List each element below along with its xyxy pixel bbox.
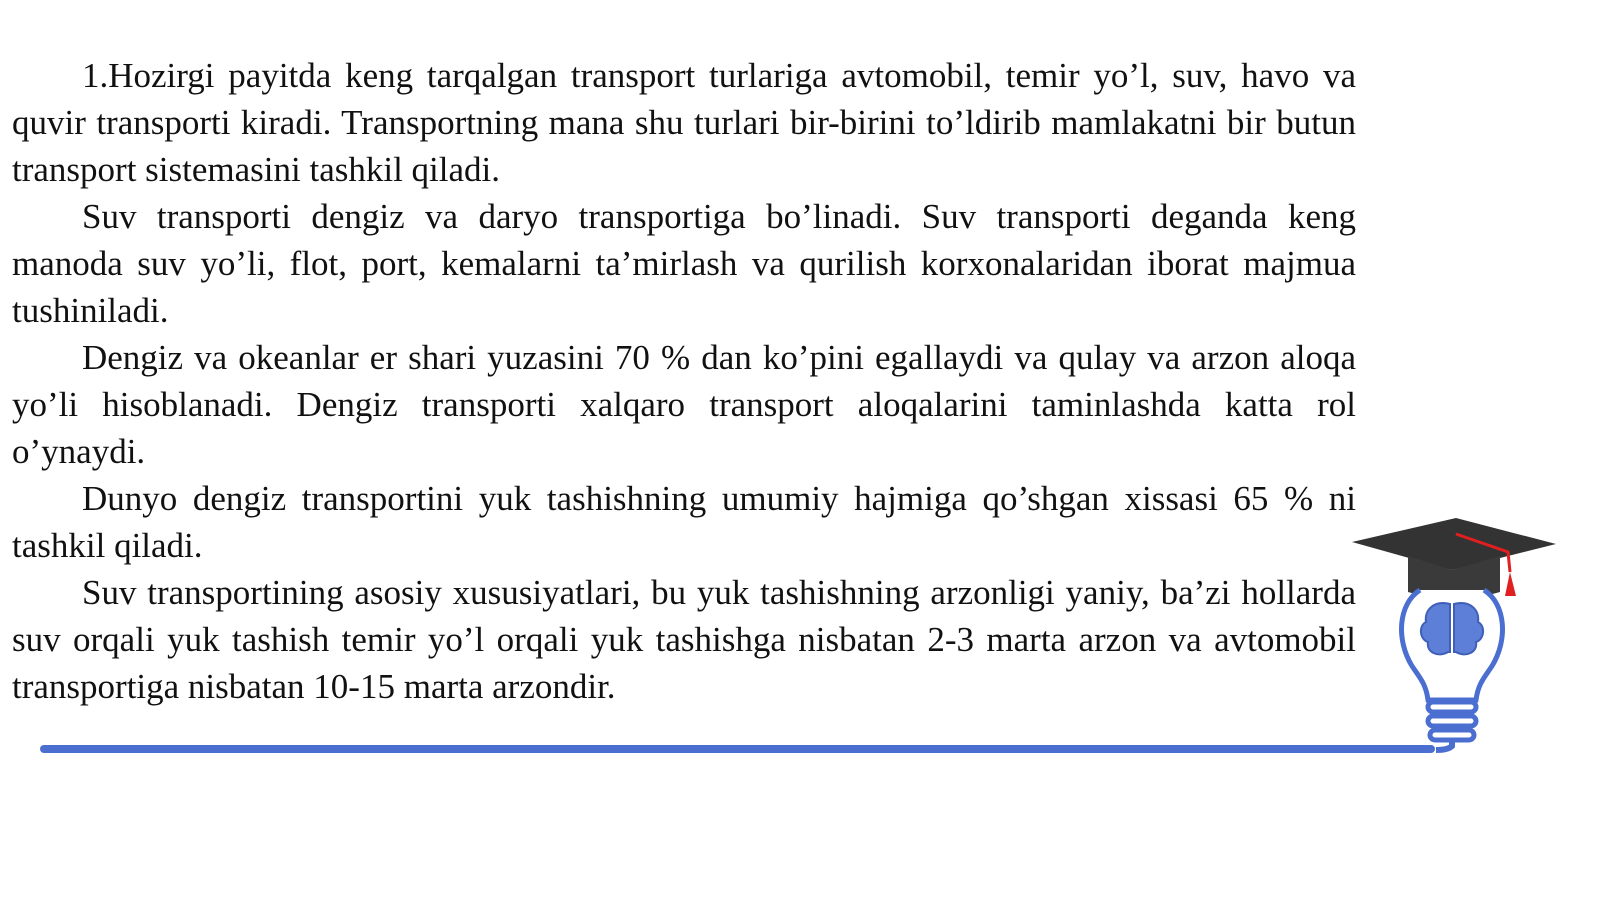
bulb-outline: [1402, 590, 1503, 700]
paragraph-2: Suv transporti dengiz va daryo transportiga bo’linadi. Suv transporti deganda keng manoda suv yo’li, flot, port, kemalarni ta’mirlash va qurilish korxonalaridan iborat majmua tushiniladi.: [12, 197, 1356, 330]
text-block: [12, 52, 1356, 710]
cap-board: [1352, 518, 1556, 570]
bulb-tail: [1436, 742, 1452, 750]
graduation-cap-lightbulb-brain-icon: [1348, 512, 1560, 760]
paragraph-3: Dengiz va okeanlar er shari yuzasini 70 % dan ko’pini egallaydi va qulay va arzon aloqa yo’li hisoblanadi. Dengiz transporti xalqaro transport aloqalarini taminlashda katta rol o’ynaydi.: [12, 338, 1356, 471]
paragraph-1: 1.Hozirgi payitda keng tarqalgan transport turlariga avtomobil, temir yo’l, suv, havo va quvir transporti kiradi. Transportning mana shu turlari bir-birini to’ldirib mamlakatni bir butun transport sistemasini tashkil qiladi.: [12, 56, 1356, 189]
tassel-end: [1505, 572, 1516, 596]
paragraph-5: Suv transportining asosiy xususiyatlari, bu yuk tashishning arzonligi yaniy, ba’zi hollarda suv orqali yuk tashish temir yo’l orqali yuk tashishga nisbatan 2-3 marta arzon va avtomobil transportiga nisbatan 10-15 marta arzondir.: [12, 573, 1356, 706]
decorative-bottom-line: [40, 745, 1435, 753]
bulb-base: [1428, 702, 1476, 740]
paragraph-4: Dunyo dengiz transportini yuk tashishning umumiy hajmiga qo’shgan xissasi 65 % ni tashkil qiladi.: [12, 479, 1356, 565]
